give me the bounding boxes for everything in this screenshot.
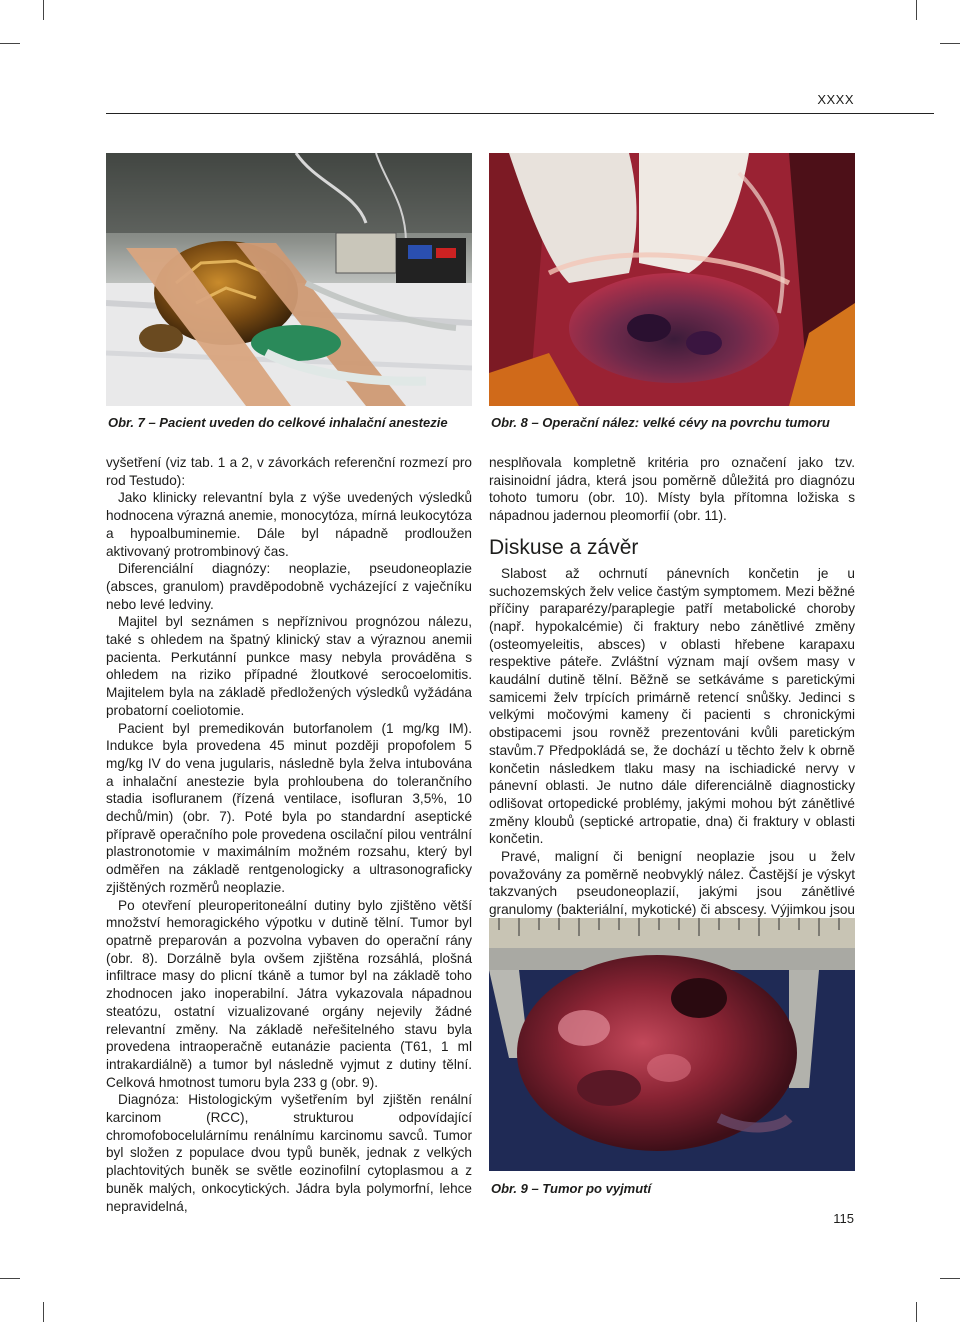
header-rule	[106, 113, 934, 114]
figure-9-caption: Obr. 9 – Tumor po vyjmutí	[491, 1181, 652, 1196]
crop-mark	[940, 43, 960, 44]
figure-7-photo	[106, 153, 472, 406]
paragraph: Pravé, maligní či benigní neoplazie jsou u želv považovány za poměrně neobvyklý nález. Častější je výskyt takzvaných pseudoneoplazií, jakými jsou zánětlivé granulomy (bakteriální, mykotické) či abscesy. Výjimkou jsou	[489, 849, 855, 918]
figure-8-photo	[489, 153, 855, 406]
running-head: XXXX	[817, 92, 854, 107]
paragraph: vyšetření (viz tab. 1 a 2, v závorkách referenční rozmezí pro rod Testudo):	[106, 455, 472, 488]
crop-mark	[916, 0, 917, 20]
paragraph: Diagnóza: Histologickým vyšetřením byl zjištěn renální karcinom (RCC), strukturou odpovídající chromofobocelulárnímu renálnímu karcinomu savců. Tumor byl složen z populace dvou typů buněk, jednak z velkých plachtovitých buněk se světle eozinofilní cytoplasmou a z buněk malých, onkocytických. Jádra byla polymorfní, lehce nepravidelná,	[106, 1092, 472, 1214]
crop-mark	[940, 1278, 960, 1279]
page-number: 115	[833, 1211, 854, 1226]
crop-mark	[916, 1302, 917, 1322]
crop-mark	[0, 1278, 20, 1279]
paragraph: Po otevření pleuroperitoneální dutiny bylo zjištěno větší množství hemoragického výpotku v dutině tělní. Tumor byl opatrně preparován a pozvolna vybaven do operační rány (obr. 8). Dorzálně byla ovšem zjištěna rozsáhlá, plošná infiltrace masy do plicní tkáně a tumor byl na základě toho zhodnocen jako inoperabilní. Játra vykazovala nápadnou steatózu, ostatní vizualizované orgány nejevily žádné relevantní změny. Na základě neřešitelného stavu byla provedena intraoperačně eutanázie pacienta (T61, 1 ml intrakardiálně) a tumor byl následně vyjmut z dutiny tělní. Celková hmotnost tumoru byla 233 g (obr. 9).	[106, 897, 472, 1090]
paragraph: nesplňovala kompletně kritéria pro označení jako tzv. raisinoidní jádra, která jsou poměrně důležitá pro diagnózu tohoto tumoru (obr. 10). Místy byla přítomna ložiska s nápadnou jadernou pleomorfií (obr. 11).	[489, 455, 855, 524]
section-title: Diskuse a závěr	[489, 535, 639, 559]
crop-mark	[43, 1302, 44, 1322]
right-column	[489, 454, 855, 954]
figure-8-caption: Obr. 8 – Operační nález: velké cévy na povrchu tumoru	[491, 415, 830, 430]
paragraph: Majitel byl seznámen s nepříznivou prognózou nálezu, také s ohledem na špatný klinický stav a výraznou anemii pacienta. Perkutánní punkce masy nebyla prováděna s ohledem na riziko případné žloutkové serocoelomitis. Majitelem byla na základě předložených výsledků vyžádána probatorní coeliotomie.	[106, 614, 472, 718]
crop-mark	[43, 0, 44, 20]
figure-9-photo	[489, 918, 855, 1171]
crop-mark	[0, 43, 20, 44]
figure-7-caption: Obr. 7 – Pacient uveden do celkové inhalační anestezie	[108, 415, 448, 430]
left-column	[106, 454, 472, 1215]
paragraph: Diferenciální diagnózy: neoplazie, pseudoneoplazie (absces, granulom) pravděpodobně vycházející z vaječníku nebo levé ledviny.	[106, 561, 472, 612]
paragraph: Slabost až ochrnutí pánevních končetin je u suchozemských želv velice častým symptomem. Mezi běžné příčiny paraparézy/paraplegie patří metabolické choroby (např. hypokalcémie) či fraktury nebo zánětlivé změny (osteomyeleitis, absces) v oblasti hřebene karapaxu respektive páteře. Zvláštní význam mají ovšem masy v kaudální dutině tělní. Běžně se setkáváme s paretickými samicemi želv trpících primárně retencí snůšky. Jedinci s velkými močovými kameny či pacienti s chronickými obstipacemi jsou rovněž prezentováni kvůli paretickým stavům.7 Předpokládá se, že dochází u těchto želv k obrně končetin následkem tlaku masy na ischiadické nervy v pánevní oblasti. Je nutno dále diferenciálně diagnosticky odlišovat ortopedické problémy, jakými mohou být zánětlivé změny kloubů (septické artropatie, dna) či fraktury v oblasti končetin.	[489, 565, 855, 847]
paragraph: Jako klinicky relevantní byla z výše uvedených výsledků hodnocena výrazná anemie, monocytóza, mírná leukocytóza a hypoalbuminemie. Dále byl nápadně prodloužen aktivovaný protrombinový čas.	[106, 490, 472, 559]
paragraph: Pacient byl premedikován butorfanolem (1 mg/kg IM). Indukce byla provedena 45 minut později propofolem 5 mg/kg IV do vena jugularis, následně byla želva intubována a inhalační anestezie byla prohloubena do tolerančního stadia isofluranem (řízená ventilace, isofluran 3,5%, 10 dechů/min) (obr. 7). Poté byla po standardní aseptické přípravě operačního pole provedena oscilační pilou ventrální plastronotomie v maximálním možném rozsahu, který byl odměřen na základě rentgenologicky a ultrasonograficky zjištěných rozměrů neoplazie.	[106, 720, 472, 895]
